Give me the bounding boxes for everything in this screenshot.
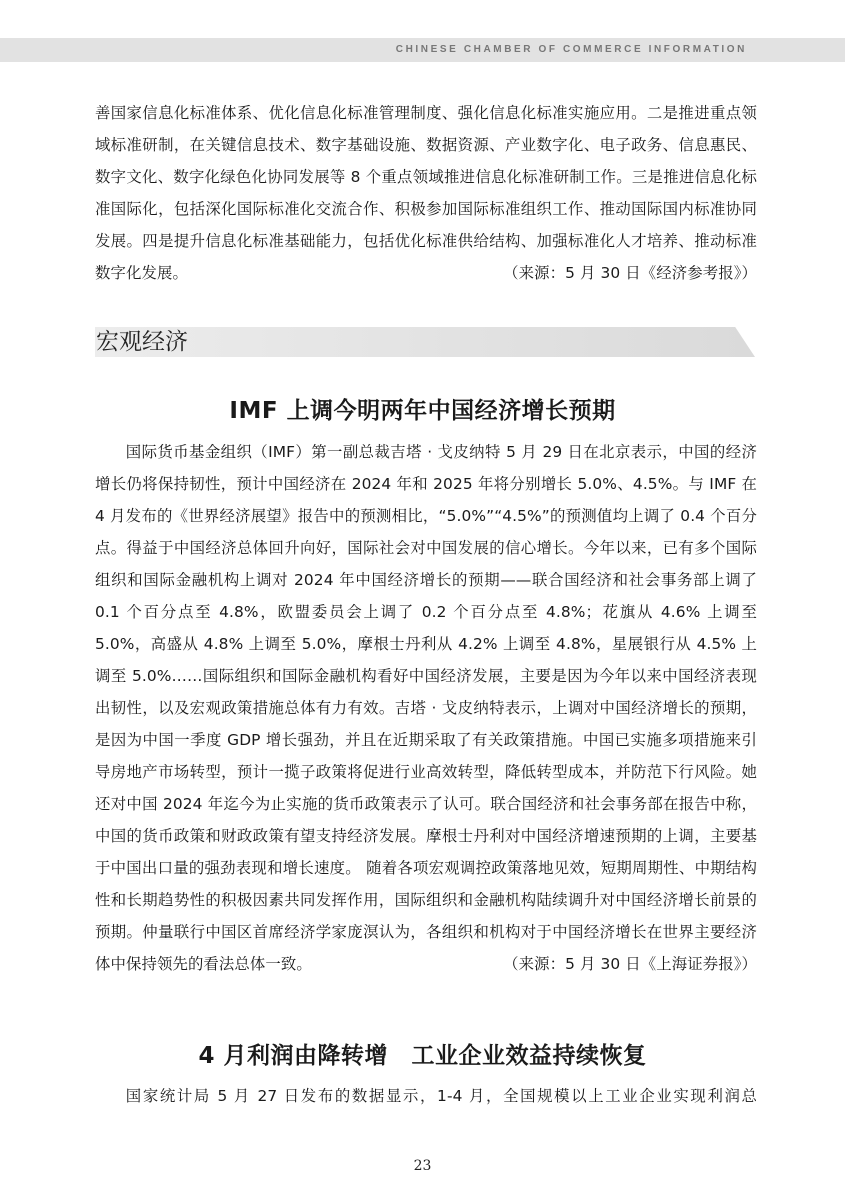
- section-header-band: [95, 327, 755, 357]
- intro-text: 善国家信息化标准体系、优化信息化标准管理制度、强化信息化标准实施应用。二是推进重点领域标准研制，在关键信息技术、数字基础设施、数据资源、产业数字化、电子政务、信息惠民、数字文化、数字化绿色化协同发展等 8 个重点领域推进信息化标准研制工作。三是推进信息化标准国际化，包括深化国际标准化交流合作、积极参加国际标准组织工作、推动国际国内标准协同发展。四是提升信息化标准基础能力，包括优化标准供给结构、加强标准化人才培养、推动标准数字化发展。: [95, 104, 757, 282]
- section-title: 宏观经济: [96, 329, 188, 355]
- intro-paragraph: [95, 97, 757, 289]
- running-header-title: CHINESE CHAMBER OF COMMERCE INFORMATION: [395, 44, 747, 55]
- article1-title: IMF 上调今明两年中国经济增长预期: [229, 398, 616, 424]
- article1-paragraph: [95, 436, 757, 980]
- page-number: 23: [413, 1158, 432, 1174]
- article2-paragraph: 国家统计局 5 月 27 日发布的数据显示，1-4 月，全国规模以上工业企业实现利润总: [125, 1087, 757, 1105]
- article2-title: 4 月利润由降转增 工业企业效益持续恢复: [198, 1043, 647, 1069]
- intro-block: [95, 97, 757, 289]
- article1-block: [95, 436, 757, 980]
- article1-body: 国际货币基金组织（IMF）第一副总裁吉塔 · 戈皮纳特 5 月 29 日在北京表示，中国的经济增长仍将保持韧性，预计中国经济在 2024 年和 2025 年将分别增长 5.0%、4.5%。与 IMF 在 4 月发布的《世界经济展望》报告中的预测相比，“5.0%”“4.5%”的预测值均上调了 0.4 个百分点。得益于中国经济总体回升向好，国际社会对中国发展的信心增长。今年以来，已有多个国际组织和国际金融机构上调对 2024 年中国经济增长的预期——联合国经济和社会事务部上调了 0.1 个百分点至 4.8%，欧盟委员会上调了 0.2 个百分点至 4.8%；花旗从 4.6% 上调至 5.0%，高盛从 4.8% 上调至 5.0%，摩根士丹利从 4.2% 上调至 4.8%，星展银行从 4.5% 上调至 5.0%……国际组织和国际金融机构看好中国经济发展，主要是因为今年以来中国经济表现出韧性，以及宏观政策措施总体有力有效。吉塔 · 戈皮纳特表示，上调对中国经济增长的预期，是因为中国一季度 GDP 增长强劲，并且在近期采取了有关政策措施。中国已实施多项措施来引导房地产市场转型，预计一揽子政策将促进行业高效转型，降低转型成本，并防范下行风险。她还对中国 2024 年迄今为止实施的货币政策表示了认可。联合国经济和社会事务部在报告中称，中国的货币政策和财政政策有望支持经济发展。摩根士丹利对中国经济增速预期的上调，主要基于中国出口量的强劲表现和增长速度。 随着各项宏观调控政策落地见效，短期周期性、中期结构性和长期趋势性的积极因素共同发挥作用，国际组织和金融机构陆续调升对中国经济增长前景的预期。仲量联行中国区首席经济学家庞溟认为，各组织和机构对于中国经济增长在世界主要经济体中保持领先的看法总体一致。: [95, 443, 757, 973]
- article1-source: （来源：5 月 30 日《上海证券报》）: [503, 955, 757, 973]
- article2-block: [95, 1080, 757, 1112]
- intro-source: （来源：5 月 30 日《经济参考报》）: [503, 264, 757, 282]
